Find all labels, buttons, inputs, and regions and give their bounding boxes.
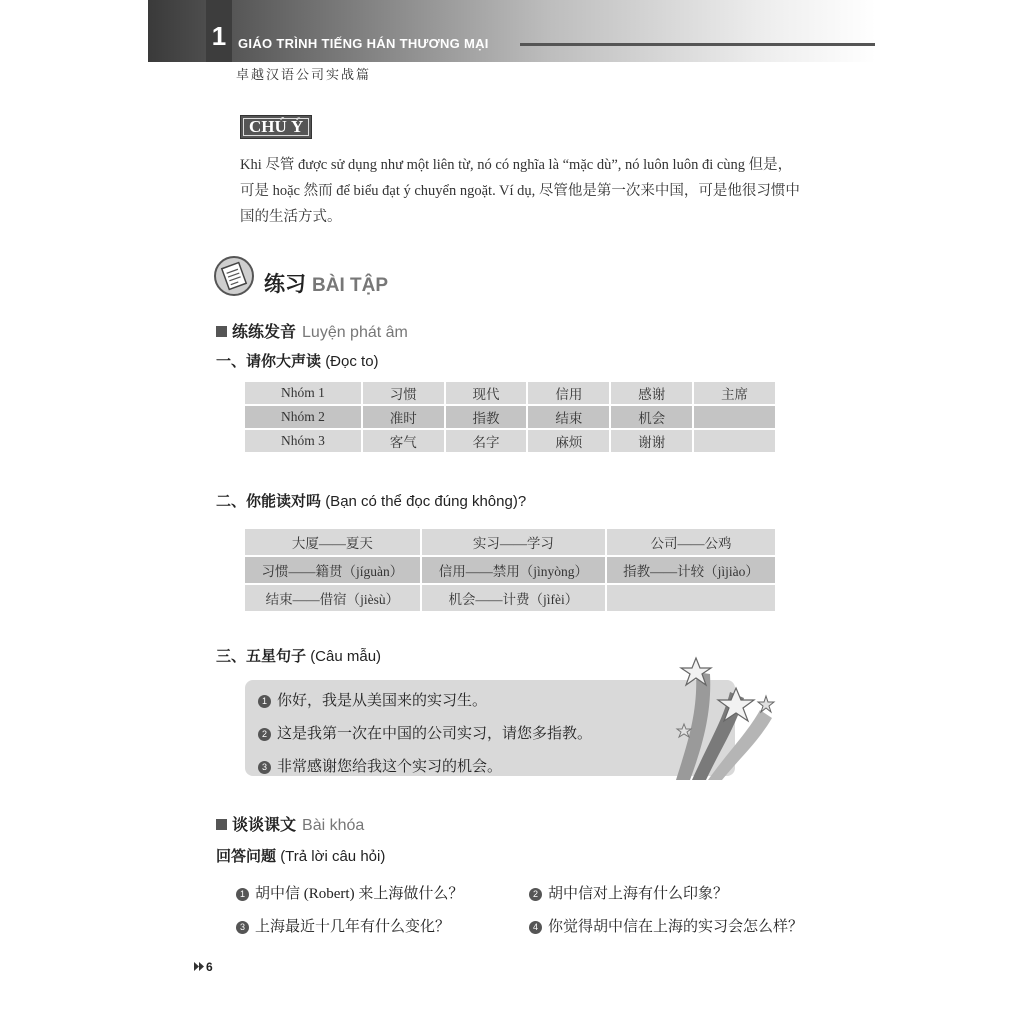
- q2-heading: [216, 490, 526, 511]
- table-cell: 习惯——籍贯（jíguàn）: [245, 557, 420, 583]
- book-subtitle: 卓越汉语公司实战篇: [236, 67, 372, 82]
- table-cell: 信用: [528, 382, 609, 404]
- number-badge: 3: [258, 761, 271, 774]
- book-title: GIÁO TRÌNH TIẾNG HÁN THƯƠNG MẠI: [238, 36, 489, 51]
- q2-title-vi: (Bạn có thể đọc đúng không)?: [325, 493, 527, 510]
- chapter-number: 1: [206, 0, 232, 62]
- q3-heading: [216, 645, 381, 666]
- page-footer: [194, 960, 213, 974]
- table-row: [245, 529, 775, 555]
- q2-title-zh: 二、你能读对吗: [216, 493, 322, 510]
- page-number: 6: [206, 960, 213, 974]
- table-cell: 名字: [446, 430, 527, 452]
- q2-table: [243, 527, 777, 613]
- table-row: [245, 585, 775, 611]
- header-rule: [520, 43, 875, 46]
- table-cell: 指教——计较（jìjiào）: [607, 557, 775, 583]
- q3-title-zh: 三、五星句子: [216, 648, 307, 665]
- question-text: 上海最近十几年有什么变化？: [255, 919, 451, 935]
- table-cell: 公司——公鸡: [607, 529, 775, 555]
- table-cell: [694, 406, 775, 428]
- sentence-text: 你好，我是从美国来的实习生。: [277, 693, 488, 709]
- table-cell: Nhóm 1: [245, 382, 361, 404]
- questions-heading: [216, 845, 385, 866]
- number-badge: 2: [258, 728, 271, 741]
- question-text: 胡中信对上海有什么印象？: [548, 886, 729, 902]
- table-cell: 机会——计费（jìfèi）: [422, 585, 605, 611]
- table-row: [245, 430, 775, 452]
- table-cell: 结束——借宿（jièsù）: [245, 585, 420, 611]
- table-cell: 信用——禁用（jìnyòng）: [422, 557, 605, 583]
- square-bullet-icon: [216, 326, 227, 337]
- pronunciation-heading: [216, 319, 408, 342]
- table-cell: 指教: [446, 406, 527, 428]
- table-cell: 现代: [446, 382, 527, 404]
- sentence-item: [258, 755, 502, 776]
- text-section-title-vi: Bài khóa: [302, 817, 365, 834]
- table-cell: [607, 585, 775, 611]
- number-badge: 1: [236, 888, 249, 901]
- question-text: 胡中信 (Robert) 来上海做什么？: [255, 886, 464, 902]
- table-cell: 大厦——夏天: [245, 529, 420, 555]
- table-cell: 习惯: [363, 382, 444, 404]
- table-row: [245, 382, 775, 404]
- table-cell: 准时: [363, 406, 444, 428]
- table-cell: Nhóm 2: [245, 406, 361, 428]
- q1-heading: [216, 350, 379, 371]
- number-badge: 1: [258, 695, 271, 708]
- table-cell: 实习——学习: [422, 529, 605, 555]
- sentence-item: [258, 689, 487, 710]
- table-cell: 谢谢: [611, 430, 692, 452]
- number-badge: 2: [529, 888, 542, 901]
- question-item: [529, 915, 803, 936]
- question-item: [236, 915, 450, 936]
- note-label: CHÚ Ý: [240, 115, 312, 139]
- stars-icon: [668, 652, 780, 782]
- questions-title-zh: 回答问题: [216, 848, 277, 865]
- table-cell: [694, 430, 775, 452]
- pronunciation-title-zh: 练练发音: [232, 324, 297, 341]
- table-cell: 感谢: [611, 382, 692, 404]
- table-cell: 客气: [363, 430, 444, 452]
- q1-table: [243, 380, 777, 454]
- q3-title-vi: (Câu mẫu): [310, 648, 382, 665]
- note-text: Khi 尽管 được sử dụng như một liên từ, nó có nghĩa là “mặc dù”, nó luôn luôn đi cùng 但是，可是 hoặc 然而 để biểu đạt ý chuyển ngoặt. Ví dụ, 尽管他是第一次来中国，可是他很习惯中国的生活方式。: [240, 157, 800, 225]
- q1-title-zh: 一、请你大声读: [216, 353, 322, 370]
- question-item: [236, 882, 463, 903]
- sentence-text: 这是我第一次在中国的公司实习，请您多指教。: [277, 726, 593, 742]
- text-section-title-zh: 谈谈课文: [232, 817, 297, 834]
- exercises-title-vi: BÀI TẬP: [312, 275, 388, 296]
- table-row: [245, 406, 775, 428]
- number-badge: 3: [236, 921, 249, 934]
- q1-title-vi: (Đọc to): [325, 353, 379, 370]
- pronunciation-title-vi: Luyện phát âm: [302, 324, 408, 341]
- exercises-title-zh: 练习: [264, 273, 306, 296]
- question-text: 你觉得胡中信在上海的实习会怎么样？: [548, 919, 804, 935]
- questions-title-vi: (Trả lời câu hỏi): [280, 848, 386, 865]
- double-arrow-icon: [194, 962, 206, 971]
- table-cell: 机会: [611, 406, 692, 428]
- table-cell: 麻烦: [528, 430, 609, 452]
- table-row: [245, 557, 775, 583]
- header-band: [148, 0, 876, 62]
- square-bullet-icon: [216, 819, 227, 830]
- notepad-icon: [214, 256, 254, 296]
- text-section-heading: [216, 812, 364, 835]
- sentence-text: 非常感谢您给我这个实习的机会。: [277, 759, 503, 775]
- table-cell: 主席: [694, 382, 775, 404]
- sentence-item: [258, 722, 592, 743]
- table-cell: 结束: [528, 406, 609, 428]
- table-cell: Nhóm 3: [245, 430, 361, 452]
- exercises-title: [264, 268, 388, 298]
- question-item: [529, 882, 728, 903]
- number-badge: 4: [529, 921, 542, 934]
